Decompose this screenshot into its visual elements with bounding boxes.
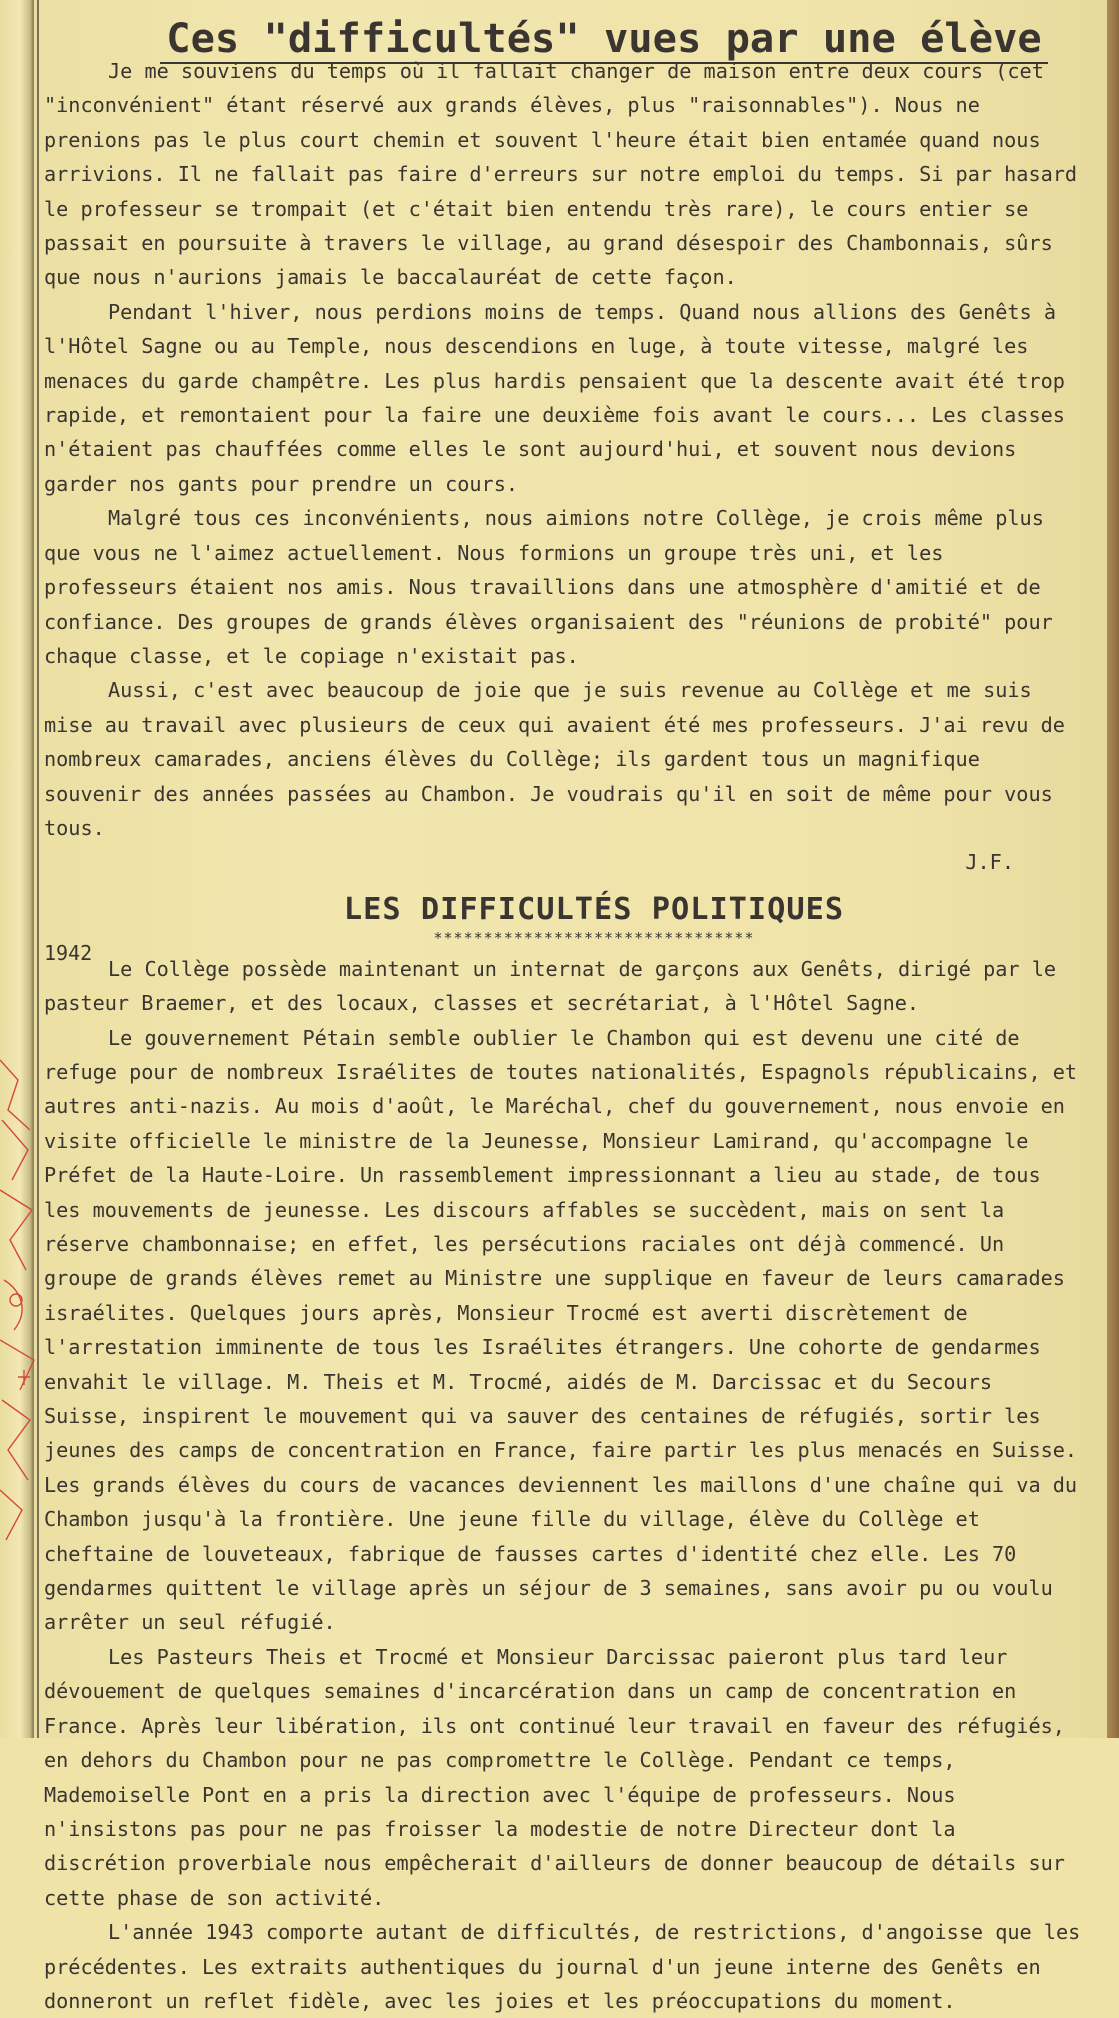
year-label: 1942 <box>44 940 93 965</box>
red-illustration-fragment <box>0 1040 40 1560</box>
signature: J.F. <box>965 850 1014 875</box>
paragraph: Aussi, c'est avec beaucoup de joie que je suis revenue au Collège et me suis mise au travail avec plusieurs de ceux qui avaient été mes professeurs. J'ai revu de nombreux camarades, anciens élèves du Collège; ils gardent tous un magnifique souvenir des années passées au Chambon. Je voudrais qu'il en soit de même pour vous tous. <box>44 678 1078 840</box>
star-divider: ******************************** <box>433 928 755 947</box>
paragraph: Les Pasteurs Theis et Trocmé et Monsieur Darcissac paieront plus tard leur dévouement de quelques semaines d'incarcération dans un camp de concentration en France. Après leur libération, ils ont continué leur travail en faveur des réfugiés, en dehors du Chambon pour ne pas compromettre le Collège. Pendant ce temps, Mademoiselle Pont en a pris la direction avec l'équipe de professeurs. Nous n'insistons pas pour ne pas froisser la modestie de notre Directeur dont la discrétion proverbiale nous empêcherait d'ailleurs de donner beaucoup de détails sur cette phase de son activité. <box>44 1644 1078 1910</box>
paragraph: Le gouvernement Pétain semble oublier le Chambon qui est devenu une cité de refuge pour de nombreux Israélites de toutes nationalités, Espagnols républicains, et autres anti-nazis. Au mois d'août, le Maréchal, chef du gouvernement, nous envoie en visite officielle le ministre de la Jeunesse, Monsieur Lamirand, qu'accompagne le Préfet de la Haute-Loire. Un rassemblement impressionnant a lieu au stade, de tous les mouvements de jeunesse. Les discours affables se succèdent, mais on sent la réserve chambonnaise; en effet, les persécutions raciales ont déjà commencé. Un groupe de grands élèves remet au Ministre une supplique en faveur de leurs camarades israélites. Quelques jours après, Monsieur Trocmé est averti discrètement de l'arrestation imminente de tous les Israélites étrangers. Une cohorte de gendarmes envahit le village. M. Theis et M. Trocmé, aidés de M. Darcissac et du Secours Suisse, inspirent le mouvement qui va sauver des centaines de réfugiés, sortir les jeunes des camps de concentration en France, faire partir les plus menacés en Suisse. Les grands élèves du cours de vacances deviennent les maillons d'une chaîne qui va du Chambon jusqu'à la frontière. Une jeune fille du village, élève du Collège et cheftaine de louveteaux, fabrique de fausses cartes d'identité chez elle. Les 70 gendarmes quittent le village après un séjour de 3 semaines, sans avoir pu ou voulu arrêter un seul réfugié. <box>44 1025 1090 1635</box>
title-text: Ces "difficultés" vues par une élève <box>160 14 1047 64</box>
section-title-politics: LES DIFFICULTÉS POLITIQUES <box>343 892 845 928</box>
page-edge <box>1107 0 1119 1738</box>
paragraph: L'année 1943 comporte autant de difficultés, de restrictions, d'angoisse que les précédentes. Les extraits authentiques du journal d'un jeune interne des Genêts en donneront un reflet fidèle, avec les joies et les préoccupations du moment. <box>44 1920 1093 2013</box>
paragraph: Le Collège possède maintenant un internat de garçons aux Genêts, dirigé par le pasteur Braemer, et des locaux, classes et secrétariat, à l'Hôtel Sagne. <box>44 956 1069 1016</box>
document-body <box>44 14 1093 2013</box>
paragraph: Malgré tous ces inconvénients, nous aimions notre Collège, je crois même plus que vous ne l'aimez actuellement. Nous formions un groupe très uni, et les professeurs étaient nos amis. Nous travaillions dans une atmosphère d'amitié et de confiance. Des groupes de grands élèves organisaient des "réunions de probité" pour chaque classe, et le copiage n'existait pas. <box>44 506 1065 668</box>
paragraph: Pendant l'hiver, nous perdions moins de temps. Quand nous allions des Genêts à l'Hôtel Sagne ou au Temple, nous descendions en luge, à toute vitesse, malgré les menaces du garde champêtre. Les plus hardis pensaient que la descente avait été trop rapide, et remontaient pour la faire une deuxième fois avant le cours... Les classes n'étaient pas chauffées comme elles le sont aujourd'hui, et souvent nous devions garder nos gants pour prendre un cours. <box>44 299 1078 496</box>
paragraph: Je me souviens du temps où il fallait changer de maison entre deux cours (cet "inconvénient" étant réservé aux grands élèves, plus "raisonnables"). Nous ne prenions pas le plus court chemin et souvent l'heure était bien entamée quand nous arrivions. Il ne fallait pas faire d'erreurs sur notre emploi du temps. Si par hasard le professeur se trompait (et c'était bien entendu très rare), le cours entier se passait en poursuite à travers le village, au grand désespoir des Chambonnais, sûrs que nous n'aurions jamais le baccalauréat de cette façon. <box>44 59 1090 290</box>
section-title-student <box>44 14 1084 62</box>
